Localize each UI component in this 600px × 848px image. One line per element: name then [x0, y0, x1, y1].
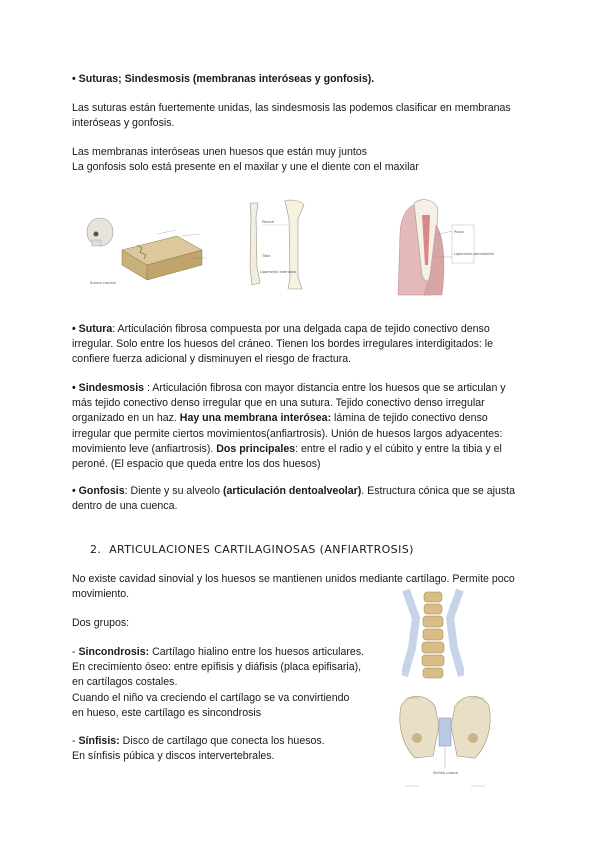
sincondrosis-line2: En crecimiento óseo: entre epífisis y diáfisis (placa epifisaria), — [72, 661, 362, 674]
tooth-label-pulpa: Pulpa — [454, 230, 464, 234]
sinfisis-block — [72, 734, 382, 764]
gonfosis-term: Gonfosis — [78, 485, 125, 497]
sindesmosis-text1: : Articulación fibrosa con mayor distancia entre los huesos que se articulan y más tejido conectivo denso irregular que en una sutura. Tejido conectivo denso irregular organizado en un haz. — [72, 382, 506, 425]
bones-label-ligamento: Ligamento interóseo — [260, 270, 297, 274]
gonfosis-text2: . Estructura cónica que se ajusta dentro de una cuenca. — [72, 485, 515, 513]
sutura-text: : Articulación fibrosa compuesta por una delgada capa de tejido conectivo denso irregular. Solo entre los huesos del cráneo. Tienen los bordes irregulares interdigitados: le confiere fuerza adicional y disminuyen el riesgo de fractura. — [72, 323, 494, 366]
suture-illustration — [82, 210, 217, 288]
sincondrosis-block — [72, 645, 382, 721]
bones-label-tibia: Tibia — [262, 254, 271, 258]
spine-illustration — [402, 588, 464, 680]
sincondrosis-text: Cartílago hialino entre los huesos articulares. — [149, 646, 365, 658]
tibia-fibula-illustration — [232, 197, 327, 302]
sutura-term: Sutura — [78, 323, 113, 335]
sinfisis-line2: En sínfisis púbica y discos intervertebrales. — [72, 750, 275, 763]
intro-line-membranas: Las membranas interóseas unen huesos que están muy juntos — [72, 146, 368, 158]
sinfisis-term: Sínfisis: — [78, 735, 120, 747]
heading-text: Suturas; Sindesmosis (membranas interóseas y gonfosis). — [78, 73, 375, 85]
intro-paragraph: Las suturas están fuertemente unidas, las sindesmosis las podemos clasificar en membranas interóseas y gonfosis. — [72, 102, 511, 130]
section-number: 2. — [90, 543, 102, 556]
tooth-socket-illustration — [392, 195, 497, 303]
sinfisis-text: Disco de cartílago que conecta los huesos. — [119, 735, 325, 747]
skull-caption: Sutura craneal — [90, 281, 116, 285]
gonfosis-bold2: (articulación dentoalveolar) — [222, 485, 362, 497]
sindesmosis-paragraph — [72, 381, 528, 472]
section-heading-suturas — [72, 72, 528, 87]
pelvis-illustration — [395, 686, 495, 798]
gonfosis-paragraph — [72, 484, 528, 514]
section-title: ARTICULACIONES CARTILAGINOSAS (ANFIARTROSIS) — [109, 543, 414, 556]
section-heading-cartilaginosas — [90, 543, 414, 556]
bones-label-perone: Peroné — [262, 220, 275, 224]
sincondrosis-line5: en hueso, este cartílago es sincondrosis — [72, 706, 262, 719]
sindesmosis-bold3: Dos principales — [216, 442, 296, 455]
intro-line-gonfosis: La gonfosis solo está presente en el maxilar y une el diente con el maxilar — [72, 161, 419, 173]
sincondrosis-line3: en cartílagos costales. — [72, 676, 178, 689]
cartilaginosas-paragraph: No existe cavidad sinovial y los huesos se mantienen unidos mediante cartílago. Permite poco movimiento. — [72, 573, 515, 601]
dash: - — [72, 646, 76, 658]
bullet: • — [72, 382, 76, 394]
dos-grupos-label: Dos grupos: — [72, 617, 130, 629]
tooth-label-ligamento: Ligamento periodontal — [454, 252, 494, 256]
sindesmosis-bold2: Hay una membrana interósea: — [179, 412, 332, 425]
bullet: • — [72, 485, 76, 497]
sindesmosis-term: Sindesmosis — [78, 382, 145, 394]
bullet: • — [72, 323, 76, 335]
sinfisis-line1 — [72, 734, 382, 749]
sincondrosis-line4: Cuando el niño va creciendo el cartílago se va convirtiendo — [72, 691, 350, 704]
dash: - — [72, 735, 76, 747]
bullet: • — [72, 73, 76, 85]
pelvis-label-sinfisis: Sínfisis púbica — [433, 771, 459, 775]
gonfosis-text1: : Diente y su alveolo — [124, 485, 223, 497]
sindesmosis-text3: : entre el radio y el cúbito y entre la tibia y el peroné. (El espacio que queda entre los dos huesos) — [72, 442, 502, 471]
sincondrosis-term: Sincondrosis: — [78, 646, 150, 658]
sindesmosis-text2: lámina de tejido conectivo denso irregular que permite ciertos movimientos(anfiartrosis). Unión de huesos largos adyacentes: movimiento leve (anfiartrosis). — [72, 412, 503, 455]
sincondrosis-line1 — [72, 645, 382, 660]
sutura-paragraph — [72, 322, 528, 368]
